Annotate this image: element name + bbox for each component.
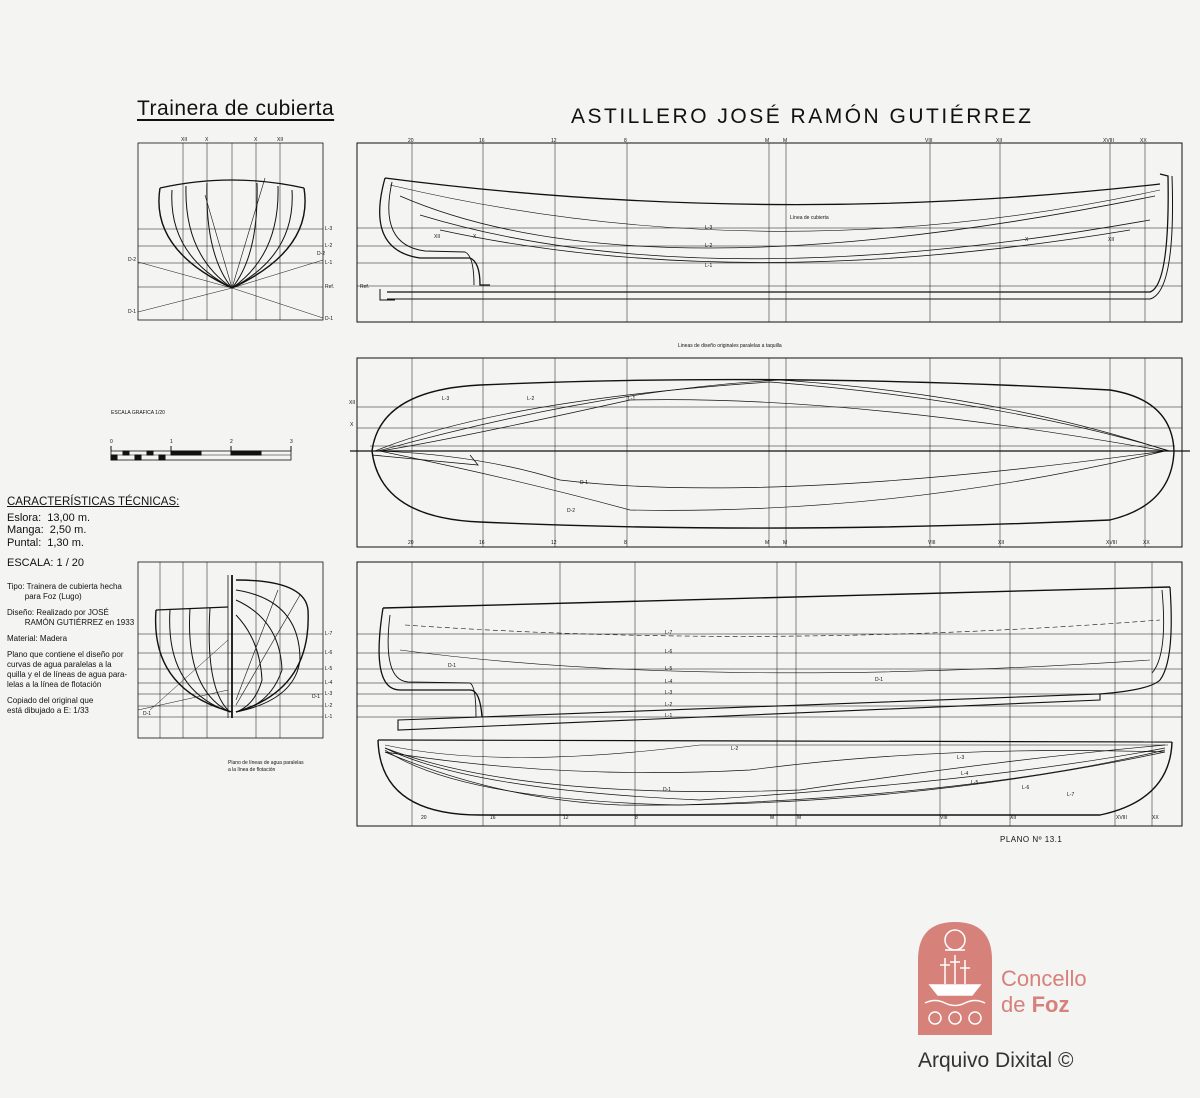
plan-number: PLANO Nº 13.1	[1000, 835, 1063, 844]
station-label: 20	[421, 815, 427, 821]
station-label: XVIII	[1103, 138, 1114, 144]
note-material: Material: Madera	[7, 634, 68, 643]
reference-label: Ref.	[360, 284, 370, 290]
station-label: X	[1025, 237, 1029, 243]
station-label: X	[350, 422, 354, 428]
diagonal-label: D-1	[663, 787, 672, 793]
station-label: M	[783, 138, 788, 144]
body-plan-top	[138, 143, 326, 320]
diagonal-label: D-1	[325, 316, 334, 322]
station-label: XX	[1140, 138, 1147, 144]
station-label: M	[765, 138, 770, 144]
station-label: M	[783, 540, 788, 546]
waterline-profile	[357, 562, 1182, 826]
waterline-label: L-7	[1067, 792, 1075, 798]
waterline-label: L-5	[971, 780, 979, 786]
waterline-label: L-2	[731, 746, 739, 752]
station-label: XII	[1108, 237, 1115, 243]
waterline-label: L-4	[961, 771, 969, 777]
waterline-label: L-1	[628, 396, 636, 402]
diagonal-label: D-2	[317, 251, 326, 257]
note-plano: Plano que contiene el diseño por curvas de agua paralelas a la quilla y el de líneas de agua para- lelas a la línea de flotación	[7, 650, 128, 689]
scale-label: 2	[230, 439, 233, 445]
waterline-label: L-2	[665, 702, 673, 708]
waterline-label: L-3	[957, 755, 965, 761]
profile-view	[357, 143, 1182, 322]
station-label: X	[205, 137, 209, 143]
half-breadth-view	[350, 358, 1190, 547]
diagonal-label: D-2	[128, 257, 137, 263]
station-label: X	[473, 234, 477, 240]
logo-line2-foz: Foz	[1031, 992, 1070, 1017]
station-label: 16	[490, 815, 496, 821]
station-label: XX	[1152, 815, 1159, 821]
station-label: 12	[551, 540, 557, 546]
reference-label: Ref.	[325, 284, 335, 290]
note-copiado: Copiado del original que está dibujado a E: 1/33	[7, 696, 94, 715]
scale-label: 1	[170, 439, 173, 445]
waterline-label: L-6	[1022, 785, 1030, 791]
waterline-label: L-2	[325, 243, 333, 249]
spec-eslora	[7, 512, 179, 525]
station-label: XII	[434, 234, 441, 240]
waterline-label: L-3	[325, 226, 333, 232]
waterline-label: L-7	[325, 631, 333, 637]
station-label: XII	[277, 137, 284, 143]
station-label: 16	[479, 540, 485, 546]
diagonal-label: D-2	[567, 508, 576, 514]
scale-label: 3	[290, 439, 293, 445]
station-label: 12	[551, 138, 557, 144]
spec-puntal	[7, 537, 179, 550]
deck-line-label: Línea de cubierta	[790, 215, 829, 221]
spec-value: 1,30 m.	[47, 536, 84, 549]
station-label: 8	[624, 540, 627, 546]
concello-logo-text	[1001, 966, 1087, 1018]
graphic-scale-caption: ESCALA GRAFICA 1/20	[111, 410, 165, 416]
waterline-label: L-7	[665, 630, 673, 636]
station-label: XII	[998, 540, 1005, 546]
waterline-label: L-5	[665, 666, 673, 672]
drawing-notes	[7, 582, 134, 722]
body-plan-caption: Plano de líneas de agua paralelas a la línea de flotación	[228, 760, 304, 773]
drawing-title: Trainera de cubierta	[137, 97, 335, 120]
logo-line2	[1001, 992, 1087, 1018]
scale-text: ESCALA: 1 / 20	[7, 557, 85, 569]
station-label: XVIII	[1116, 815, 1127, 821]
waterline-label: L-1	[325, 260, 333, 266]
waterline-label: L-3	[442, 396, 450, 402]
station-label: M	[797, 815, 802, 821]
waterline-label: L-6	[665, 649, 673, 655]
spec-label: Manga:	[7, 524, 44, 536]
waterline-label: L-1	[705, 263, 713, 269]
diagonal-label: D-1	[448, 663, 457, 669]
station-label: XII	[996, 138, 1003, 144]
spec-label: Puntal:	[7, 536, 42, 549]
station-label: 20	[408, 138, 414, 144]
diagonal-label: D-1	[128, 309, 137, 315]
specs-header: CARACTERÍSTICAS TÉCNICAS:	[7, 496, 180, 508]
scale-label: 0	[110, 439, 113, 445]
waterline-label: L-2	[705, 243, 713, 249]
waterline-label: L-3	[325, 691, 333, 697]
technical-specs	[7, 496, 179, 549]
waterline-label: L-2	[325, 703, 333, 709]
waterline-label: L-1	[665, 713, 673, 719]
diagonal-label: D-1	[312, 694, 321, 700]
shipyard-title: ASTILLERO JOSÉ RAMÓN GUTIÉRREZ	[571, 105, 1034, 128]
station-label: XVIII	[1106, 540, 1117, 546]
station-label: VIII	[928, 540, 936, 546]
half-breadth-caption: Lineas de diseño originales paralelas a taquilla	[678, 343, 782, 349]
station-label: XX	[1143, 540, 1150, 546]
scale-bar	[111, 446, 291, 460]
body-plan-bottom	[138, 562, 323, 738]
station-label: XII	[181, 137, 188, 143]
note-tipo: Tipo: Trainera de cubierta hecha para Foz (Lugo)	[7, 582, 122, 601]
logo-line2-prefix: de	[1001, 992, 1032, 1017]
note-diseno: Diseño: Realizado por JOSÉ RAMÓN GUTIÉRREZ en 1933	[7, 608, 135, 627]
station-label: 12	[563, 815, 569, 821]
diagonal-label: D-1	[875, 677, 884, 683]
waterline-label: L-6	[325, 650, 333, 656]
concello-de-foz-logo	[918, 922, 992, 1035]
station-label: 16	[479, 138, 485, 144]
station-label: VIII	[940, 815, 948, 821]
station-label: VIII	[925, 138, 933, 144]
station-label: M	[770, 815, 775, 821]
station-label: X	[254, 137, 258, 143]
waterline-label: L-3	[665, 690, 673, 696]
station-label: 8	[635, 815, 638, 821]
waterline-label: L-4	[325, 680, 333, 686]
spec-value: 13,00 m.	[47, 511, 91, 524]
diagonal-label: D-1	[580, 480, 589, 486]
logo-line1: Concello	[1001, 966, 1087, 991]
waterline-label: L-2	[527, 396, 535, 402]
station-label: M	[765, 540, 770, 546]
waterline-label: L-5	[325, 666, 333, 672]
waterline-label: L-3	[705, 225, 713, 231]
waterline-label: L-1	[325, 714, 333, 720]
spec-label: Eslora:	[7, 511, 42, 524]
station-label: XII	[349, 400, 356, 406]
station-label: XII	[1010, 815, 1017, 821]
diagonal-label: D-1	[143, 711, 152, 717]
spec-manga	[7, 524, 179, 537]
station-label: 20	[408, 540, 414, 546]
spec-value: 2,50 m.	[49, 524, 87, 536]
waterline-label: L-4	[665, 679, 673, 685]
station-label: 8	[624, 138, 627, 144]
archive-watermark: Arquivo Dixital ©	[918, 1049, 1074, 1072]
